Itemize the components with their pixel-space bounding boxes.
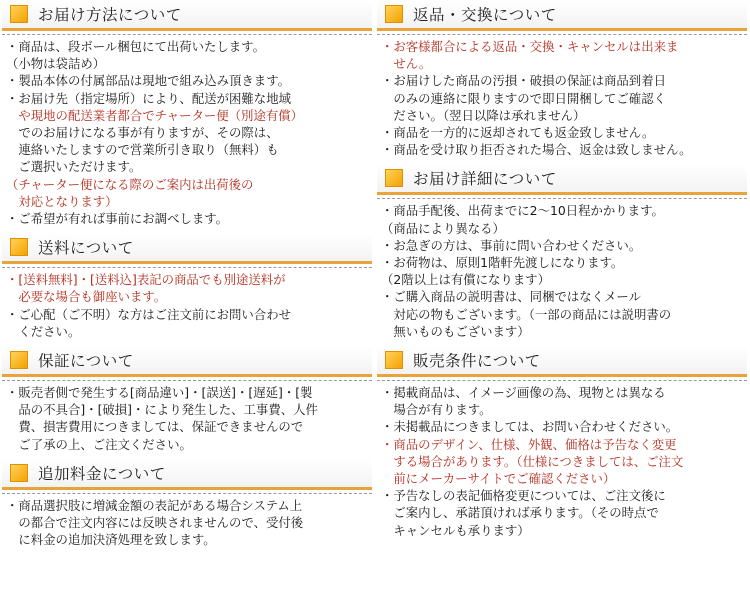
info-section (377, 0, 747, 164)
body-line: の都合で注文内容には反映されませんので、受付後 (6, 515, 304, 531)
section-body (2, 34, 372, 229)
body-line: ・お届け先（指定場所）により、配送が困難な地域 (6, 90, 291, 106)
body-line: 対応となります） (6, 193, 118, 209)
section-body (377, 34, 747, 160)
body-line: ・ご心配（ご不明）な方はご注文前にお問い合わせ (6, 306, 291, 322)
body-line: ・ご希望が有れば事前にお調べします。 (6, 211, 229, 227)
body-line: 無いものもございます） (381, 323, 530, 339)
body-line: （小物は袋詰め） (6, 56, 106, 72)
body-line: 場合が有ります。 (381, 402, 492, 418)
body-line: ・商品のデザイン、仕様、外観、価格は予告なく変更 (381, 436, 677, 452)
section-body (2, 493, 372, 551)
section-body (2, 267, 372, 342)
section-title: お届け方法について (38, 6, 182, 24)
section-header (2, 233, 372, 264)
section-body (377, 380, 747, 541)
body-line: ・ご購入商品の説明書は、同梱ではなくメール (381, 289, 641, 305)
body-line: ・お届けした商品の汚損・破損の保証は商品到着日 (381, 73, 666, 89)
orange-square-icon (10, 238, 28, 256)
body-line: ・予告なしの表記価格変更については、ご注文後に (381, 488, 666, 504)
body-line: ・掲載商品は、イメージ画像の為、現物とは異なる (381, 385, 666, 401)
section-title: 保証について (38, 352, 134, 371)
section-header (377, 346, 747, 377)
body-line: ・商品選択肢に増減金額の表記がある場合システム上 (6, 497, 303, 513)
section-header (2, 346, 372, 377)
section-body (2, 380, 372, 455)
section-title: お届け詳細について (413, 170, 557, 189)
body-line: 品の不具合]・[破損]・により発生した、工事費、人件 (6, 402, 318, 418)
body-line: ご選択いただけます。 (6, 159, 142, 175)
body-line: 必要な場合も御座います。 (6, 289, 167, 305)
body-line: キャンセルも承ります） (381, 522, 530, 538)
body-line: ・[送料無料]・[送料込]表記の商品でも別途送料が (6, 272, 286, 288)
body-line: ・商品手配後、出荷までに2〜10日程かかります。 (381, 203, 664, 219)
body-line: に料金の追加決済処理を致します。 (6, 532, 216, 548)
body-line: ご了承の上、ご注文ください。 (6, 436, 192, 452)
section-body (377, 198, 747, 342)
orange-square-icon (385, 169, 403, 187)
body-line: ・商品を一方的に返却されても返金致しません。 (381, 125, 655, 141)
body-line: ・お客様都合による返品・交換・キャンセルは出来ま (381, 39, 679, 54)
body-line: ご案内し、承諾頂ければ承ります。（その時点で (381, 505, 659, 521)
body-line: ・お急ぎの方は、事前に問い合わせください。 (381, 237, 642, 253)
body-line: ・商品は、段ボール梱包にて出荷いたします。 (6, 39, 265, 54)
info-section (2, 346, 372, 459)
info-section (2, 0, 372, 233)
body-line: （商品により異なる） (381, 220, 505, 236)
body-line: 対応の物もございます。（一部の商品には説明書の (381, 306, 672, 322)
section-header (377, 0, 747, 31)
body-line: のみの連絡に限りますので即日開梱してご確認く (381, 90, 666, 106)
orange-square-icon (10, 351, 28, 369)
orange-square-icon (10, 464, 28, 482)
orange-square-icon (10, 5, 28, 23)
section-header (2, 459, 372, 490)
section-title: 販売条件について (413, 352, 541, 371)
body-line: （2階以上は有償になります） (381, 272, 550, 288)
info-section (2, 459, 372, 555)
body-line: でのお届けになる事が有りますが、その際は、 (6, 125, 279, 141)
section-header (377, 164, 747, 195)
body-line: せん。 (381, 56, 432, 72)
body-line: する場合があります。（仕様につきましては、ご注文 (381, 453, 684, 469)
body-line: ・製品本体の付属部品は現地で組み込み頂きます。 (6, 73, 290, 89)
body-line: や現地の配送業者都合でチャーター便（別途有償） (6, 107, 304, 123)
left-column (2, 0, 372, 554)
right-column (377, 0, 747, 545)
info-section (377, 346, 747, 545)
section-title: 送料について (38, 239, 134, 258)
info-section (2, 233, 372, 346)
body-line: ・未掲載品につきましては、お問い合わせください。 (381, 419, 679, 435)
body-line: 前にメーカーサイトでご確認ください） (381, 471, 616, 487)
body-line: ださい。（翌日以降は承れません） (381, 107, 586, 123)
info-section (377, 164, 747, 346)
orange-square-icon (385, 5, 403, 23)
body-line: ・商品を受け取り拒否された場合、返金は致しません。 (381, 142, 692, 158)
orange-square-icon (385, 351, 403, 369)
body-line: ・お荷物は、原則1階軒先渡しになります。 (381, 255, 624, 271)
body-line: 費、損害費用につきましては、保証できませんので (6, 419, 304, 435)
section-title: 返品・交換について (413, 6, 557, 24)
body-line: （チャーター便になる際のご案内は出荷後の (6, 176, 254, 192)
body-line: ・販売者側で発生する[商品違い]・[誤送]・[遅延]・[製 (6, 385, 313, 401)
body-line: 連絡いたしますので営業所引き取り（無料）も (6, 142, 279, 158)
body-line: ください。 (6, 323, 81, 339)
section-header (2, 0, 372, 31)
section-title: 追加料金について (38, 464, 166, 483)
